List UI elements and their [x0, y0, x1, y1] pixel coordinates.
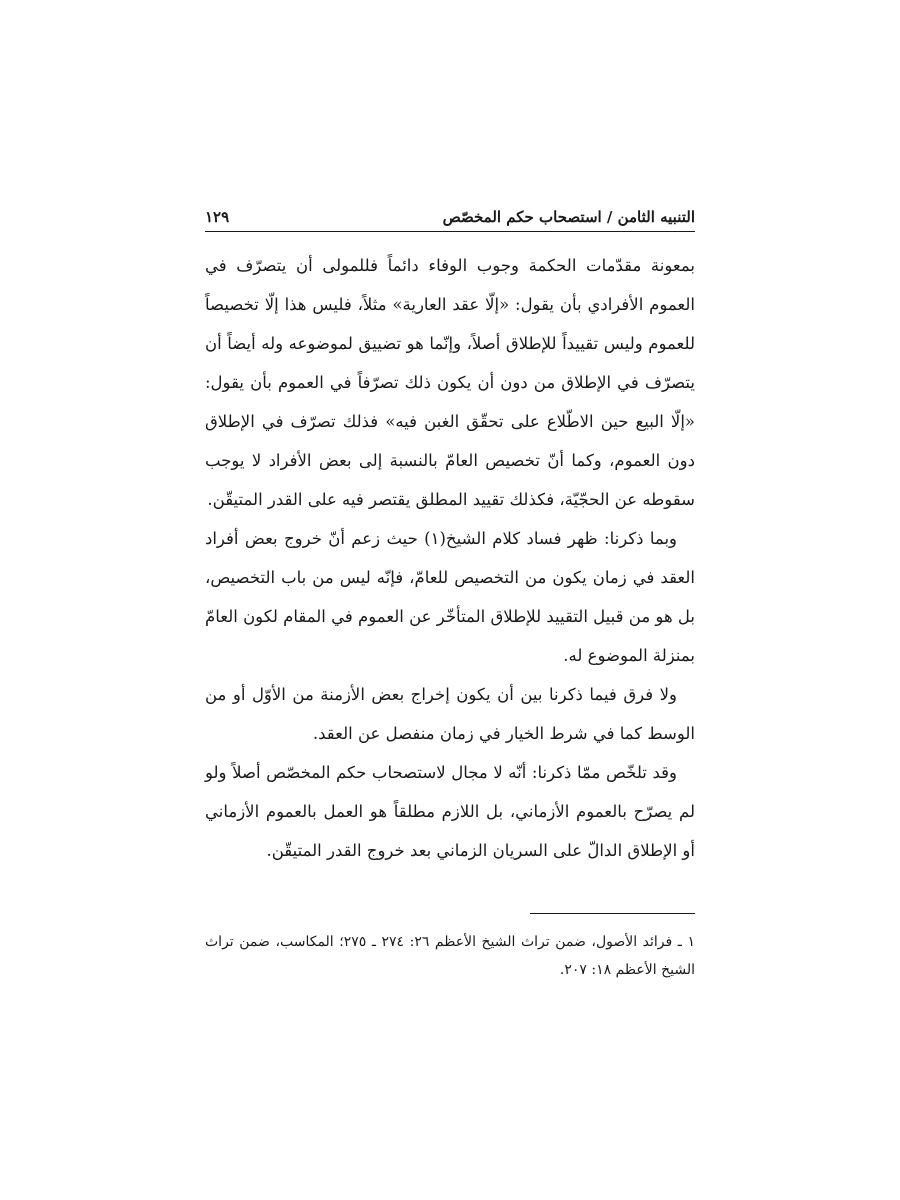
paragraph: وبما ذكرنا: ظهر فساد كلام الشيخ‏(١) حيث زعم أنّ خروج بعض أفراد العقد في زمان يكون من التخصيص للعامّ، فإنّه ليس من باب التخصيص، بل هو من قبيل التقييد للإطلاق المتأخّر عن العموم في المقام لكون العامّ بمنزلة الموضوع له.: [205, 529, 695, 665]
paragraph: بمعونة مقدّمات الحكمة وجوب الوفاء دائماً فللمولى أن يتصرّف في العموم الأفرادي بأن يقول: «إلّا عقد العارية» مثلاً، فليس هذا إلّا تخصيصاً للعموم وليس تقييداً للإطلاق أصلاً، وإنّما هو تضييق لموضوعه وله أيضاً أن يتصرّف في الإطلاق من دون أن يكون ذلك تصرّفاً في العموم بأن يقول: «إلّا البيع حين الاطّلاع على تحقّق الغبن فيه» فذلك تصرّف في الإطلاق دون العموم، وكما أنّ تخصيص العامّ بالنسبة إلى بعض الأفراد لا يوجب سقوطه عن الحجّيّة، فكذلك تقييد المطلق يقتصر فيه على القدر المتيقّن.: [205, 256, 695, 509]
footnote-divider: [530, 913, 695, 914]
running-header: [205, 205, 695, 229]
paragraph: ولا فرق فيما ذكرنا بين أن يكون إخراج بعض الأزمنة من الأوّل أو من الوسط كما في شرط الخيار في زمان منفصل عن العقد.: [205, 685, 695, 743]
header-divider: [205, 231, 695, 232]
running-title: التنبيه الثامن / استصحاب حكم المخصّص: [442, 208, 695, 226]
footnote: ١ ـ فرائد الأصول، ضمن تراث الشيخ الأعظم ٢٦: ٢٧٤ ـ ٢٧٥؛ المكاسب، ضمن تراث الشيخ الأعظم ١٨: ٢٠٧.: [205, 934, 695, 978]
page-number: ١٢٩: [205, 208, 230, 226]
paragraph: وقد تلخّص ممّا ذكرنا: أنّه لا مجال لاستصحاب حكم المخصّص أصلاً ولو لم يصرّح بالعموم الأزماني، بل اللازم مطلقاً هو العمل بالعموم الأزماني أو الإطلاق الدالّ على السريان الزماني بعد خروج القدر المتيقّن.: [205, 763, 695, 860]
body-text: [205, 246, 695, 870]
